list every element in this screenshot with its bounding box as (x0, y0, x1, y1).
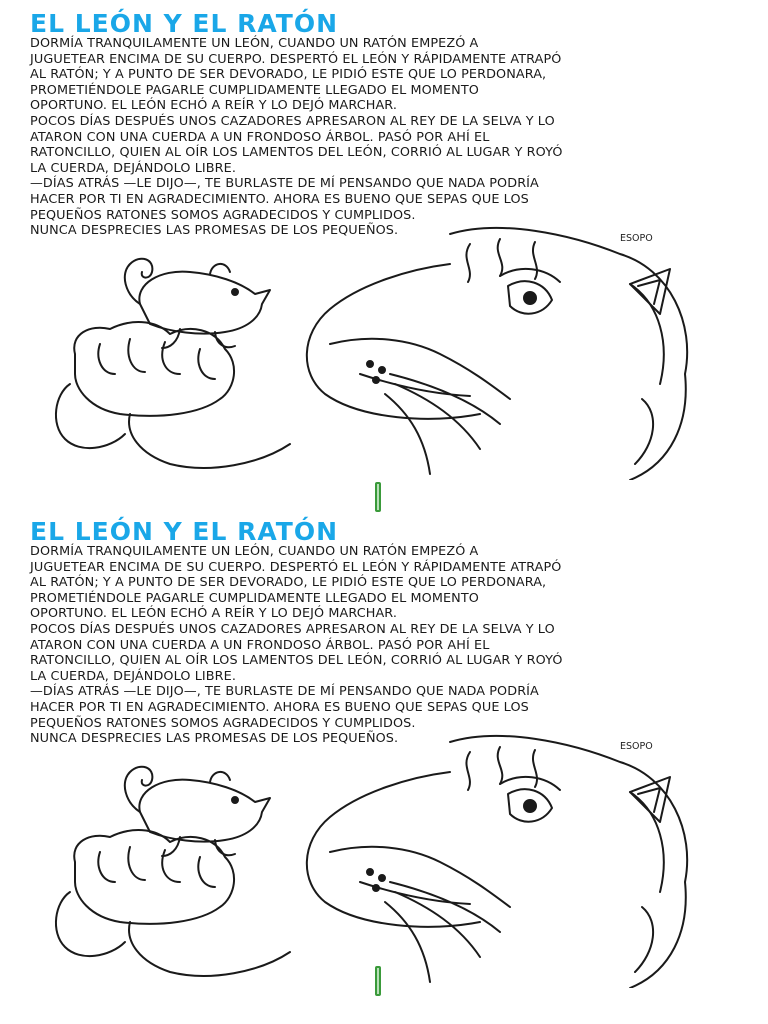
story-line: OPORTUNO. EL LEÓN ECHÓ A REÍR Y LO DEJÓ MARCHAR. (30, 606, 398, 622)
story-sheet-1 (0, 0, 768, 500)
story-line: RATONCILLO, QUIEN AL OÍR LOS LAMENTOS DEL LEÓN, CORRIÓ AL LUGAR Y ROYÓ (30, 653, 563, 669)
story-line: PEQUEÑOS RATONES SOMOS AGRADECIDOS Y CUMPLIDOS. (30, 715, 416, 731)
story-line: LA CUERDA, DEJÁNDOLO LIBRE. (30, 668, 237, 684)
story-line: ATARON CON UNA CUERDA A UN FRONDOSO ÁRBOL. PASÓ POR AHÍ EL (30, 129, 490, 145)
story-line: OPORTUNO. EL LEÓN ECHÓ A REÍR Y LO DEJÓ MARCHAR. (30, 98, 398, 114)
story-line: —DÍAS ATRÁS —LE DIJO—, TE BURLASTE DE MÍ PENSANDO QUE NADA PODRÍA (30, 176, 539, 192)
story-line: POCOS DÍAS DESPUÉS UNOS CAZADORES APRESARON AL REY DE LA SELVA Y LO (30, 621, 555, 637)
story-line: JUGUETEAR ENCIMA DE SU CUERPO. DESPERTÓ EL LEÓN Y RÁPIDAMENTE ATRAPÓ (30, 559, 562, 575)
lion-paw (74, 830, 234, 924)
story-line: NUNCA DESPRECIES LAS PROMESAS DE LOS PEQUEÑOS. (30, 223, 399, 239)
green-marker-icon (372, 966, 384, 996)
story-text (30, 544, 700, 747)
lion-ear (630, 777, 670, 822)
story-line: LA CUERDA, DEJÁNDOLO LIBRE. (30, 160, 237, 176)
story-line: AL RATÓN; Y A PUNTO DE SER DEVORADO, LE PIDIÓ ESTE QUE LO PERDONARA, (30, 67, 547, 83)
story-text (30, 36, 700, 239)
lion-mane (450, 736, 687, 988)
story-line: DORMÍA TRANQUILAMENTE UN LEÓN, CUANDO UN RATÓN EMPEZÓ A (30, 36, 479, 51)
story-line: ATARON CON UNA CUERDA A UN FRONDOSO ÁRBOL. PASÓ POR AHÍ EL (30, 637, 490, 653)
story-line: RATONCILLO, QUIEN AL OÍR LOS LAMENTOS DEL LEÓN, CORRIÓ AL LUGAR Y ROYÓ (30, 145, 563, 161)
story-line: AL RATÓN; Y A PUNTO DE SER DEVORADO, LE PIDIÓ ESTE QUE LO PERDONARA, (30, 575, 547, 591)
story-title: EL LEÓN Y EL RATÓN (30, 9, 339, 38)
story-line: PROMETIÉNDOLE PAGARLE CUMPLIDAMENTE LLEGADO EL MOMENTO (30, 590, 479, 606)
lion-ear (630, 269, 670, 314)
author-credit: ESOPO (620, 741, 653, 752)
story-line: PROMETIÉNDOLE PAGARLE CUMPLIDAMENTE LLEGADO EL MOMENTO (30, 82, 479, 98)
story-title: EL LEÓN Y EL RATÓN (30, 517, 339, 546)
story-line: DORMÍA TRANQUILAMENTE UN LEÓN, CUANDO UN RATÓN EMPEZÓ A (30, 544, 479, 559)
story-line: —DÍAS ATRÁS —LE DIJO—, TE BURLASTE DE MÍ PENSANDO QUE NADA PODRÍA (30, 684, 539, 700)
story-line: POCOS DÍAS DESPUÉS UNOS CAZADORES APRESARON AL REY DE LA SELVA Y LO (30, 113, 555, 129)
mouse (139, 272, 270, 334)
story-line: HACER POR TI EN AGRADECIMIENTO. AHORA ES BUENO QUE SEPAS QUE LOS (30, 699, 529, 715)
author-credit: ESOPO (620, 233, 653, 244)
lion-mane (450, 228, 687, 480)
lion-mouse-illustration (30, 732, 700, 988)
story-line: HACER POR TI EN AGRADECIMIENTO. AHORA ES BUENO QUE SEPAS QUE LOS (30, 191, 529, 207)
story-line: JUGUETEAR ENCIMA DE SU CUERPO. DESPERTÓ EL LEÓN Y RÁPIDAMENTE ATRAPÓ (30, 51, 562, 67)
mouse (139, 780, 270, 842)
story-line: PEQUEÑOS RATONES SOMOS AGRADECIDOS Y CUMPLIDOS. (30, 207, 416, 223)
lion-paw (74, 322, 234, 416)
story-sheet-2 (0, 508, 768, 1008)
lion-mouse-illustration (30, 224, 700, 480)
story-line: NUNCA DESPRECIES LAS PROMESAS DE LOS PEQUEÑOS. (30, 731, 399, 747)
